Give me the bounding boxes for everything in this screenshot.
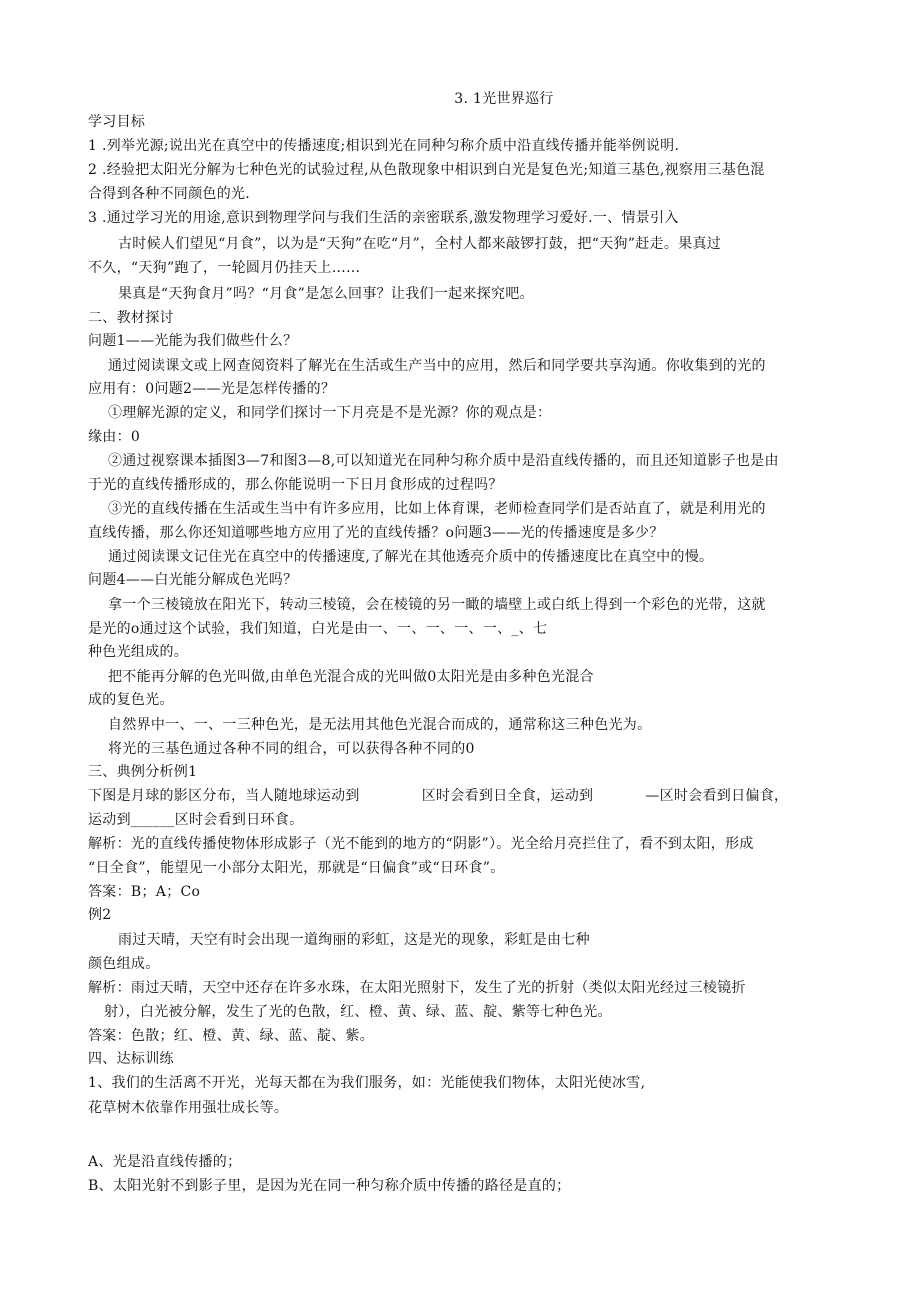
example-1-part-a: 下图是月球的影区分布，当人随地球运动到 <box>88 788 360 804</box>
intro-question: 果真是“天狗食月”吗？“月食”是怎么回事？让我们一起来探究吧。 <box>118 286 534 302</box>
example-1-question-cont: 运动到______区时会看到日环食。 <box>88 812 304 828</box>
example-2-question: 雨过天晴，天空有时会出现一道绚丽的彩虹，这是光的现象，彩虹是由七种 <box>118 932 590 948</box>
objective-3: 3 .通过学习光的用途,意识到物理学问与我们生活的亲密联系,激发物理学习爱好.一、情景引入 <box>88 210 679 226</box>
question-1-body: 通过阅读课文或上网查阅资料了解光在生活或生产当中的应用，然后和同学要共享沟通。你收集到的光的 <box>108 358 766 374</box>
monochromatic-line-cont: 成的复色光。 <box>88 692 174 708</box>
item-light-source: ①理解光源的定义，和同学们探讨一下月亮是不是光源？你的观点是： <box>108 405 552 421</box>
heading-exercises: 四、达标训练 <box>88 1051 174 1067</box>
item-applications-cont: 直线传播，那么你还知道哪些地方应用了光的直线传播？o问题3——光的传播速度是多少？ <box>88 525 664 541</box>
item-applications: ③光的直线传播在生活或生当中有许多应用，比如上体育课，老师检查同学们是否站直了，就是利用光的 <box>108 501 766 517</box>
option-b: B、太阳光射不到影子里，是因为光在同一种匀称介质中传播的路径是直的； <box>88 1178 571 1194</box>
objective-2: 2 .经验把太阳光分解为七种色光的试验过程,从色散现象中相识到白光是复色光;知道三基色,视察用三基色混 <box>88 162 765 178</box>
exercise-1: 1、我们的生活离不开光，光每天都在为我们服务，如：光能使我们物体，太阳光使冰雪, <box>88 1075 646 1091</box>
exercise-1-cont: 花草树木依靠作用强壮成长等。 <box>88 1100 289 1116</box>
question-1: 问题1——光能为我们做些什么？ <box>88 333 298 349</box>
question-1-body-cont: 应用有：0问题2——光是怎样传播的？ <box>88 381 336 397</box>
example-1-analysis: 解析：光的直线传播使物体形成影子（光不能到的地方的“阴影”）。光全给月亮拦住了，看不到太阳，形成 <box>88 836 754 852</box>
example-2-heading: 例2 <box>88 907 112 923</box>
primary-colors-line: 自然界中一、一、一三种色光，是无法用其他色光混合而成的，通常称这三种色光为。 <box>108 717 652 733</box>
monochromatic-line: 把不能再分解的色光叫做,由单色光混合成的光叫做0太阳光是由多种色光混合 <box>108 669 594 685</box>
question-4-body: 拿一个三棱镜放在阳光下，转动三棱镜，会在棱镜的另一瞰的墙壁上或白纸上得到一个彩色的光带，这就 <box>108 597 766 613</box>
heading-discussion: 二、教材探讨 <box>88 310 174 326</box>
objective-1: 1 .列举光源;说出光在真空中的传播速度;相识到光在同种匀称介质中沿直线传播并能举例说明. <box>88 138 680 154</box>
objective-2-cont: 合得到各种不同颜色的光. <box>88 186 251 202</box>
intro-paragraph: 古时候人们望见“月食”，以为是“天狗”在吃“月”，全村人都来敲锣打鼓，把“天狗”赶走。果真过 <box>118 236 722 252</box>
question-3-body: 通过阅读课文记住光在真空中的传播速度,了解光在其他透亮介质中的传播速度比在真空中的慢。 <box>108 549 714 565</box>
item-straight-line-cont: 于光的直线传播形成的，那么你能说明一下日月食形成的过程吗？ <box>88 477 503 493</box>
intro-paragraph-cont: 不久，“天狗”跑了，一轮圆月仍挂天上…… <box>88 260 361 276</box>
example-2-analysis: 解析：雨过天晴，天空中还存在许多水珠，在太阳光照射下，发生了光的折射（类似太阳光经过三棱镜折 <box>88 980 746 996</box>
question-4-body-end: 种色光组成的。 <box>88 644 189 660</box>
example-1-analysis-cont: “日全食”，能望见一小部分太阳光，那就是“日偏食”或“日环食”。 <box>88 860 505 876</box>
example-1-part-c: —区时会看到日偏食， <box>645 788 789 804</box>
example-1-part-b: 区时会看到日全食，运动到 <box>421 788 594 804</box>
reason-line: 缘由：0 <box>88 429 141 445</box>
example-2-analysis-cont: 射），白光被分解，发生了光的色散，红、橙、黄、绿、蓝、靛、紫等七种色光。 <box>104 1004 612 1020</box>
doc-title: 3. 1光世界巡行 <box>454 91 554 107</box>
question-4: 问题4——白光能分解成色光吗？ <box>88 572 298 588</box>
example-2-question-cont: 颜色组成。 <box>88 956 160 972</box>
example-1-answer: 答案：B；A；Co <box>88 884 201 900</box>
item-straight-line: ②通过视察课本插图3—7和图3—8,可以知道光在同种匀称介质中是沿直线传播的，而且还知道影子也是由 <box>108 453 779 469</box>
question-4-body-cont: 是光的o通过这个试验，我们知道，白光是由一、一、一、一、一、_、七 <box>88 621 548 637</box>
heading-examples: 三、典例分析例1 <box>88 764 198 780</box>
heading-objectives: 学习目标 <box>88 114 146 130</box>
combination-line: 将光的三基色通过各种不同的组合，可以获得各种不同的0 <box>108 741 475 757</box>
example-2-answer: 答案：色散；红、橙、黄、绿、蓝、靛、紫。 <box>88 1028 374 1044</box>
example-1-question <box>88 785 842 807</box>
option-a: A、光是沿直线传播的； <box>88 1154 242 1170</box>
